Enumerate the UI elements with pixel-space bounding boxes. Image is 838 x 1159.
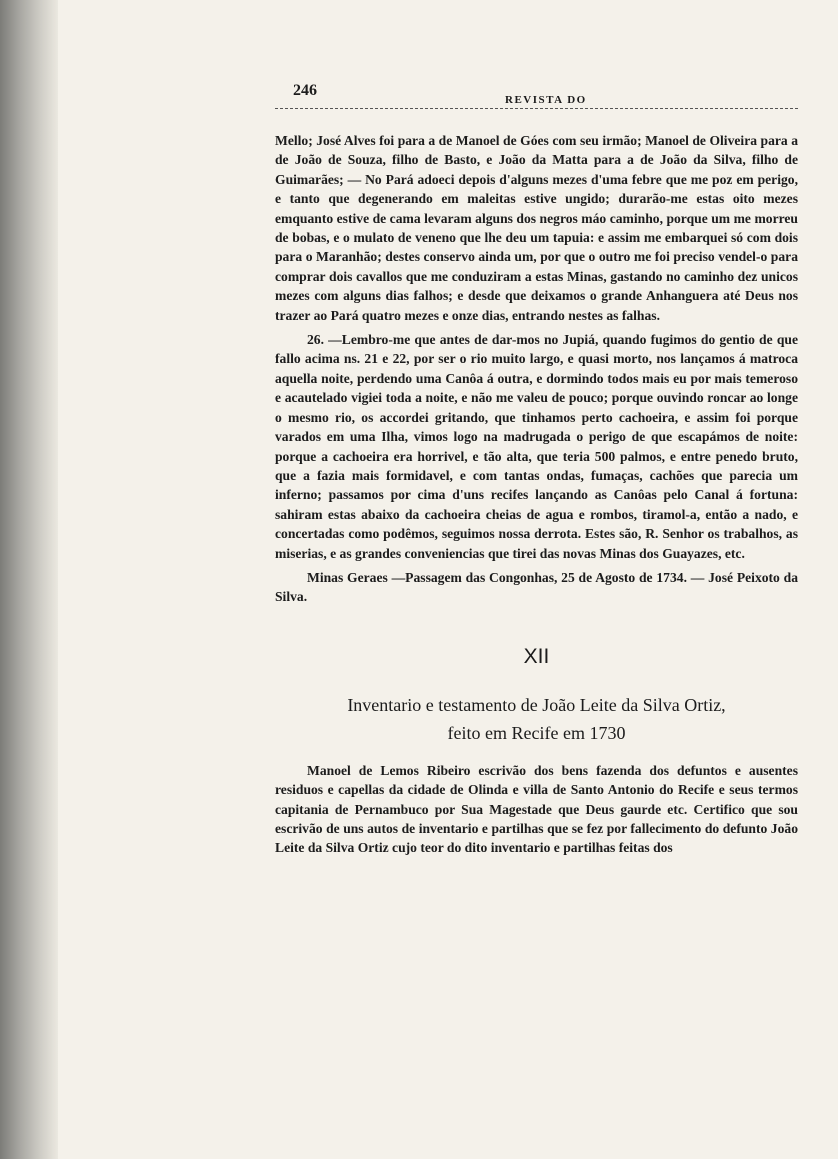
paragraph: 26. —Lembro-me que antes de dar-mos no Jupiá, quando fugimos do gentio de que fallo acima ns. 21 e 22, por ser o rio muito largo, e quasi morto, nos lançamos á matroca aquella noite, perdendo uma Canôa á outra, e dormindo todos mais eu por mais temeroso e acautelado vigiei toda a noite, e não me valeu de pouco; porque ouvindo roncar ao longe o mesmo rio, os accordei gritando, que tinhamos perto cachoeira, e assim foi porque varados em uma Ilha, vimos logo na madrugada o perigo de que escapámos de noite: porque a cachoeira era horrivel, e tão alta, que teria 500 palmos, e entre penedo bruto, que a fazia mais formidavel, e com tantas ondas, fumaças, cachões que parecia um inferno; passamos por cima d'uns recifes lançando as Canôas pelo Canal á fortuna: sahiram estas abaixo da cachoeira cheias de agua e rombos, tiramol-a, então a nado, e concertadas como podêmos, seguimos nossa derrota. Estes são, R. Senhor os trabalhos, as miserias, e as grandes conveniencias que tirei das novas Minas dos Guayazes, etc. [275,332,798,561]
chapter-title [275,691,798,747]
chapter-number: XII [523,644,550,668]
chapter-title-line: Inventario e testamento de João Leite da Silva Ortiz, [347,694,726,715]
signature-paragraph: Minas Geraes —Passagem das Congonhas, 25 de Agosto de 1734. — José Peixoto da Silva. [275,569,798,605]
paragraph: Manoel de Lemos Ribeiro escrivão dos bens fazenda dos defuntos e ausentes residuos e capellas da cidade de Olinda e villa de Santo Antonio do Recife e seus termos capitania de Pernambuco por Sua Magestade que Deus gaurde etc. Certifico que sou escrivão de uns autos de inventario e partilhas que se fez por fallecimento do defunto João Leite da Silva Ortiz cujo teor do dito inventario e partilhas feitas dos [275,762,798,856]
running-head [275,82,798,109]
book-binding-shadow [0,0,58,1159]
chapter-title-line: feito em Recife em 1730 [447,722,626,743]
chapter-body [275,761,798,858]
paragraph: Mello; José Alves foi para a de Manoel de Góes com seu irmão; Manoel de Oliveira para a de João de Souza, filho de Basto, e João da Matta para a de João da Silva, filho de Guimarães; — No Pará adoeci depois d'alguns mezes d'uma febre que me poz em perigo, e tanto que degenerando em maleitas estive ungido; durarão-me estas oito mezes emquanto estive de cama levaram alguns dos negros máo caminho, porque um me morreu de bobas, e o mulato de veneno que lhe deu um tapuia: e assim me embarquei só com dois para o Maranhão; destes conservo ainda um, por que o outro me foi preciso vendel-o para comprar dois cavallos que me conduziram a estas Minas, gastando no caminho dez unicos mezes com alguns dias falhos; e desde que deixamos o grande Anhanguera até Deus nos trazer ao Pará quatro mezes e onze dias, entrando nestes as falhas. [275,133,798,323]
body-text [275,131,798,607]
running-title: REVISTA DO [505,94,587,106]
page-number: 246 [293,82,317,99]
document-page [275,82,798,863]
